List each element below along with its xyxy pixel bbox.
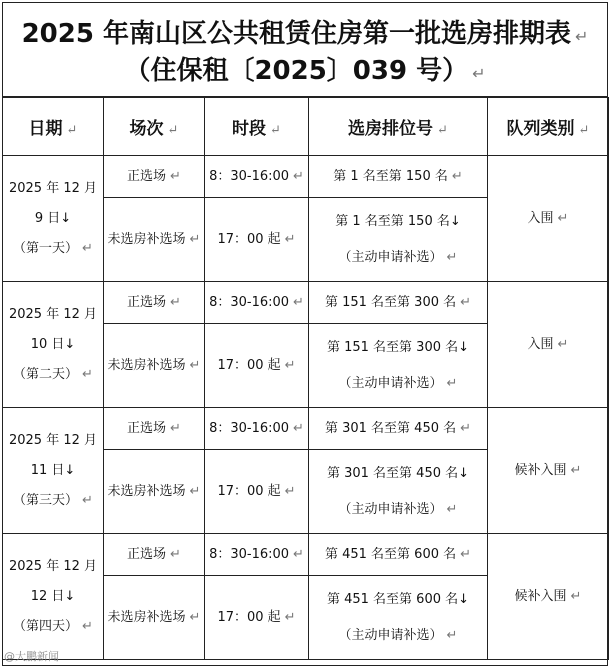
date-cell: 2025 年 12 月 12 日↓ （第四天） ↵ xyxy=(3,534,104,660)
session-cell: 正选场 ↵ xyxy=(104,534,205,576)
queue-category-cell: 候补入围 ↵ xyxy=(488,534,609,660)
queue-category-cell: 候补入围 ↵ xyxy=(488,408,609,534)
queue-category-cell: 入围 ↵ xyxy=(488,156,609,282)
session-cell: 正选场 ↵ xyxy=(104,282,205,324)
header-time: 时段 ↵ xyxy=(205,98,309,156)
title-line-1: 2025 年南山区公共租赁住房第一批选房排期表 ↵ xyxy=(21,19,589,49)
time-cell: 8：30-16:00 ↵ xyxy=(205,282,309,324)
date-cell: 2025 年 12 月 10 日↓ （第二天） ↵ xyxy=(3,282,104,408)
session-cell: 未选房补选场 ↵ xyxy=(104,576,205,660)
rank-range-cell: 第 301 名至第 450 名↓ （主动申请补选） ↵ xyxy=(309,450,488,534)
date-cell: 2025 年 12 月 9 日↓ （第一天） ↵ xyxy=(3,156,104,282)
queue-category-cell: 入围 ↵ xyxy=(488,282,609,408)
time-cell: 8：30-16:00 ↵ xyxy=(205,408,309,450)
table-header-row xyxy=(3,98,609,156)
session-cell: 正选场 ↵ xyxy=(104,156,205,198)
rank-range-cell: 第 451 名至第 600 名 ↵ xyxy=(309,534,488,576)
watermark: @大鹏新闻 xyxy=(4,650,59,663)
table-row xyxy=(3,534,609,576)
header-session: 场次 ↵ xyxy=(104,98,205,156)
rank-range-cell: 第 151 名至第 300 名 ↵ xyxy=(309,282,488,324)
time-cell: 8：30-16:00 ↵ xyxy=(205,534,309,576)
time-cell: 17：00 起 ↵ xyxy=(205,576,309,660)
rank-range-cell: 第 301 名至第 450 名 ↵ xyxy=(309,408,488,450)
session-cell: 正选场 ↵ xyxy=(104,408,205,450)
header-date: 日期 ↵ xyxy=(3,98,104,156)
table-row xyxy=(3,282,609,324)
header-queue-category: 队列类别 ↵ xyxy=(488,98,609,156)
table-row xyxy=(3,408,609,450)
paragraph-mark: ↵ xyxy=(472,64,486,83)
session-cell: 未选房补选场 ↵ xyxy=(104,198,205,282)
title-line-2: （住保租〔2025〕039 号） ↵ xyxy=(124,56,486,86)
time-cell: 17：00 起 ↵ xyxy=(205,324,309,408)
paragraph-mark: ↵ xyxy=(575,27,589,46)
table-row xyxy=(3,156,609,198)
time-cell: 17：00 起 ↵ xyxy=(205,450,309,534)
document-page xyxy=(2,2,608,666)
rank-range-cell: 第 1 名至第 150 名 ↵ xyxy=(309,156,488,198)
rank-range-cell: 第 151 名至第 300 名↓ （主动申请补选） ↵ xyxy=(309,324,488,408)
header-rank-range: 选房排位号 ↵ xyxy=(309,98,488,156)
time-cell: 8：30-16:00 ↵ xyxy=(205,156,309,198)
session-cell: 未选房补选场 ↵ xyxy=(104,324,205,408)
time-cell: 17：00 起 ↵ xyxy=(205,198,309,282)
session-cell: 未选房补选场 ↵ xyxy=(104,450,205,534)
schedule-table xyxy=(2,97,609,660)
title-block xyxy=(3,3,607,97)
date-cell: 2025 年 12 月 11 日↓ （第三天） ↵ xyxy=(3,408,104,534)
rank-range-cell: 第 1 名至第 150 名↓ （主动申请补选） ↵ xyxy=(309,198,488,282)
rank-range-cell: 第 451 名至第 600 名↓ （主动申请补选） ↵ xyxy=(309,576,488,660)
